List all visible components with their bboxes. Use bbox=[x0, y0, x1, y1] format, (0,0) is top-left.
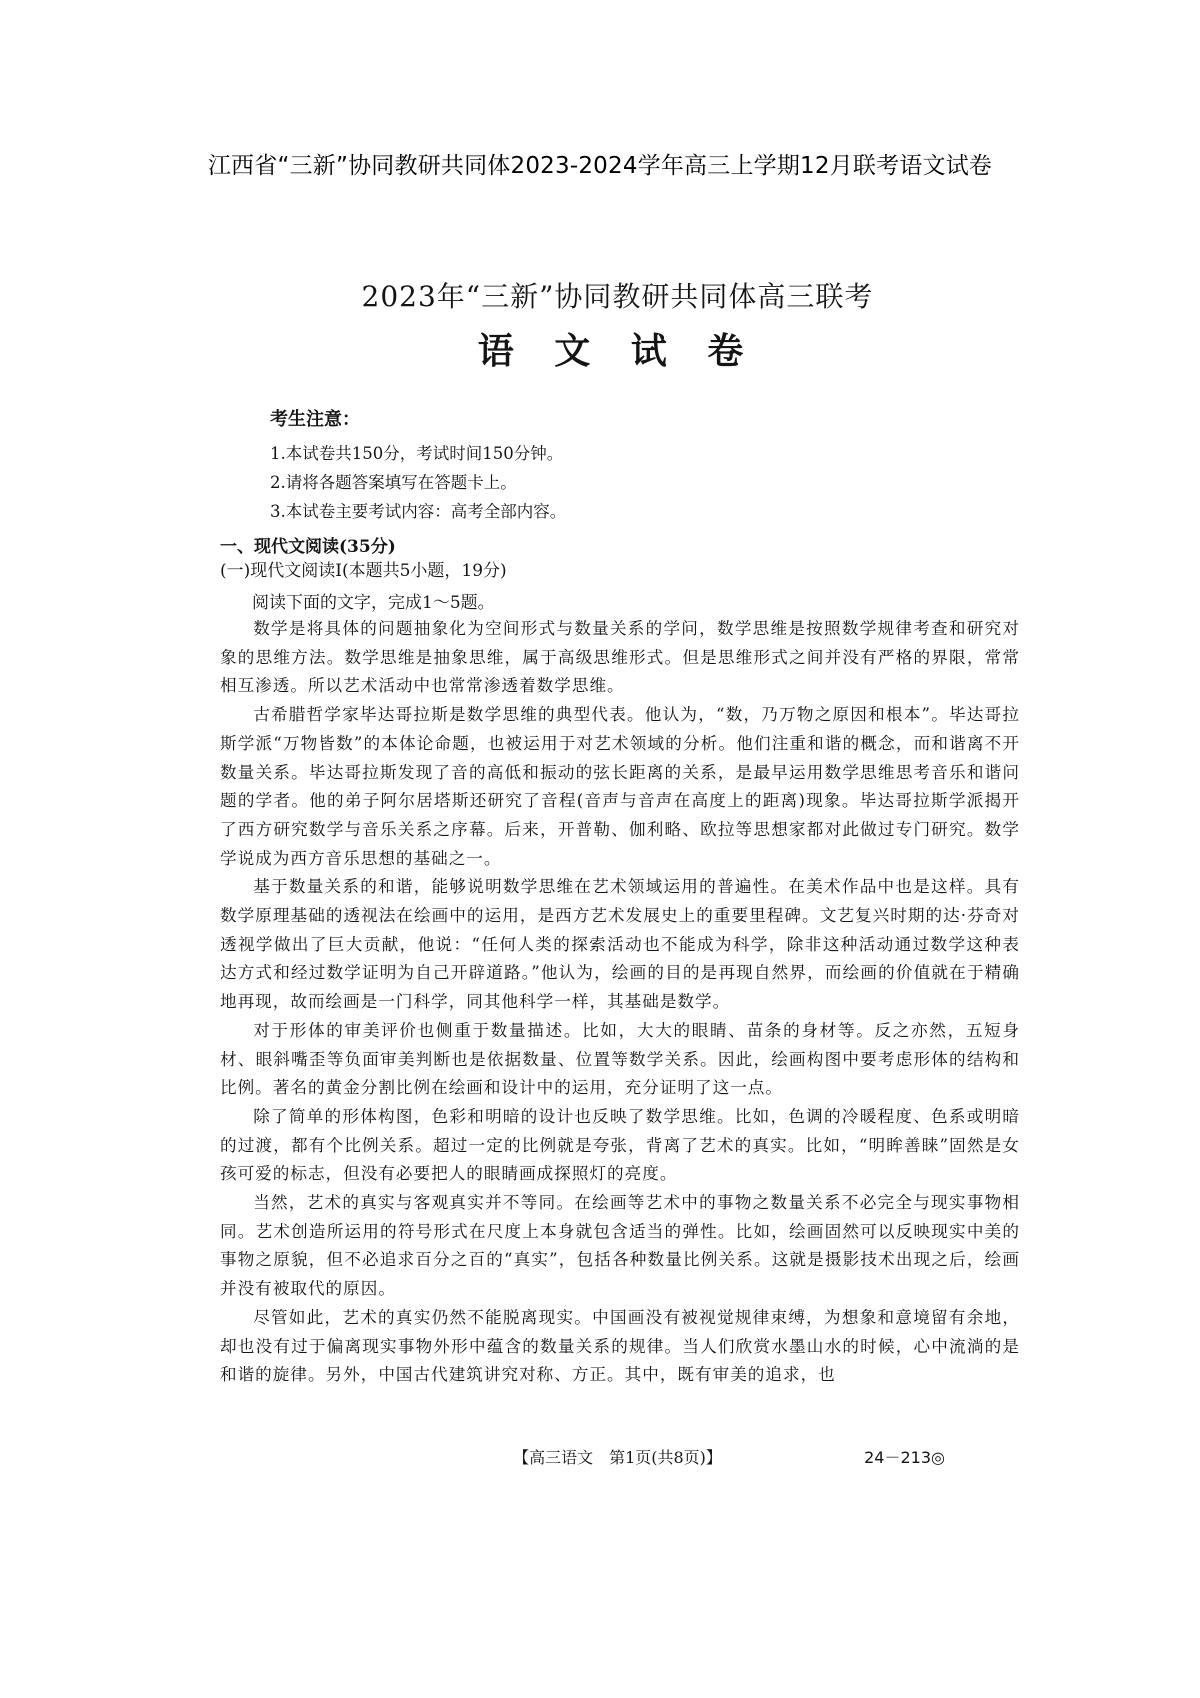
notice-item: 3.本试卷主要考试内容：高考全部内容。 bbox=[270, 502, 567, 521]
passage-paragraph: 对于形体的审美评价也侧重于数量描述。比如，大大的眼睛、苗条的身材等。反之亦然，五短身材、眼斜嘴歪等负面审美判断也是依据数量、位置等数学关系。因此，绘画构图中要考虑形体的结构和比例。著名的黄金分割比例在绘画和设计中的运用，充分证明了这一点。 bbox=[220, 1020, 1020, 1098]
reading-instruction: 阅读下面的文字，完成1～5题。 bbox=[252, 593, 495, 613]
candidate-notice bbox=[270, 405, 970, 526]
page-number: 【高三语文 第1页(共8页)】 bbox=[513, 1448, 722, 1467]
passage-paragraph: 除了简单的形体构图，色彩和明暗的设计也反映了数学思维。比如，色调的冷暖程度、色系或明暗的过渡，都有个比例关系。超过一定的比例就是夸张，背离了艺术的真实。比如，“明眸善睐”固然是女孩可爱的标志，但没有必要把人的眼睛画成探照灯的亮度。 bbox=[220, 1106, 1020, 1184]
section-heading: 一、现代文阅读(35分) bbox=[220, 537, 396, 557]
passage-paragraph: 基于数量关系的和谐，能够说明数学思维在艺术领域运用的普遍性。在美术作品中也是这样。具有数学原理基础的透视法在绘画中的运用，是西方艺术发展史上的重要里程碑。文艺复兴时期的达·芬奇对透视学做出了巨大贡献，他说：“任何人类的探索活动也不能成为科学，除非这种活动通过数学这种表达方式和经过数学证明为自己开辟道路。”他认为，绘画的目的是再现自然界，而绘画的价值就在于精确地再现，故而绘画是一门科学，同其他科学一样，其基础是数学。 bbox=[220, 877, 1020, 1012]
document-title: 江西省“三新”协同教研共同体2023-2024学年高三上学期12月联考语文试卷 bbox=[207, 153, 993, 179]
exam-code: 24－213◎ bbox=[864, 1448, 945, 1467]
exam-title: 2023年“三新”协同教研共同体高三联考 bbox=[361, 280, 874, 313]
passage-paragraph: 数学是将具体的问题抽象化为空间形式与数量关系的学问，数学思维是按照数学规律考查和研究对象的思维方法。数学思维是抽象思维，属于高级思维形式。但是思维形式之间并没有严格的界限，常常相互渗透。所以艺术活动中也常常渗透着数学思维。 bbox=[220, 619, 1020, 696]
reading-passage bbox=[220, 615, 1020, 1390]
notice-item: 2.请将各题答案填写在答题卡上。 bbox=[270, 473, 517, 492]
page-footer bbox=[210, 1445, 1025, 1475]
section-subheading: (一)现代文阅读Ⅰ(本题共5小题，19分) bbox=[220, 561, 507, 581]
notice-item: 1.本试卷共150分，考试时间150分钟。 bbox=[270, 444, 564, 463]
passage-paragraph: 古希腊哲学家毕达哥拉斯是数学思维的典型代表。他认为，“数，乃万物之原因和根本”。毕达哥拉斯学派“万物皆数”的本体论命题，也被运用于对艺术领域的分析。他们注重和谐的概念，而和谐离不开数量关系。毕达哥拉斯发现了音的高低和振动的弦长距离的关系，是最早运用数学思维思考音乐和谐问题的学者。他的弟子阿尔居塔斯还研究了音程(音声与音声在高度上的距离)现象。毕达哥拉斯学派揭开了西方研究数学与音乐关系之序幕。后来，开普勒、伽利略、欧拉等思想家都对此做过专门研究。数学学说成为西方音乐思想的基础之一。 bbox=[220, 705, 1020, 868]
notice-heading: 考生注意： bbox=[270, 409, 360, 430]
passage-paragraph: 尽管如此，艺术的真实仍然不能脱离现实。中国画没有被视觉规律束缚，为想象和意境留有余地，却也没有过于偏离现实事物外形中蕴含的数量关系的规律。当人们欣赏水墨山水的时候，心中流淌的是和谐的旋律。另外，中国古代建筑讲究对称、方正。其中，既有审美的追求，也 bbox=[220, 1307, 1020, 1385]
passage-paragraph: 当然，艺术的真实与客观真实并不等同。在绘画等艺术中的事物之数量关系不必完全与现实事物相同。艺术创造所运用的符号形式在尺度上本身就包含适当的弹性。比如，绘画固然可以反映现实中美的事物之原貌，但不必追求百分之百的“真实”，包括各种数量比例关系。这就是摄影技术出现之后，绘画并没有被取代的原因。 bbox=[220, 1193, 1020, 1299]
scanned-exam-page bbox=[210, 205, 1025, 1535]
exam-subtitle: 语 文 试 卷 bbox=[477, 330, 758, 372]
